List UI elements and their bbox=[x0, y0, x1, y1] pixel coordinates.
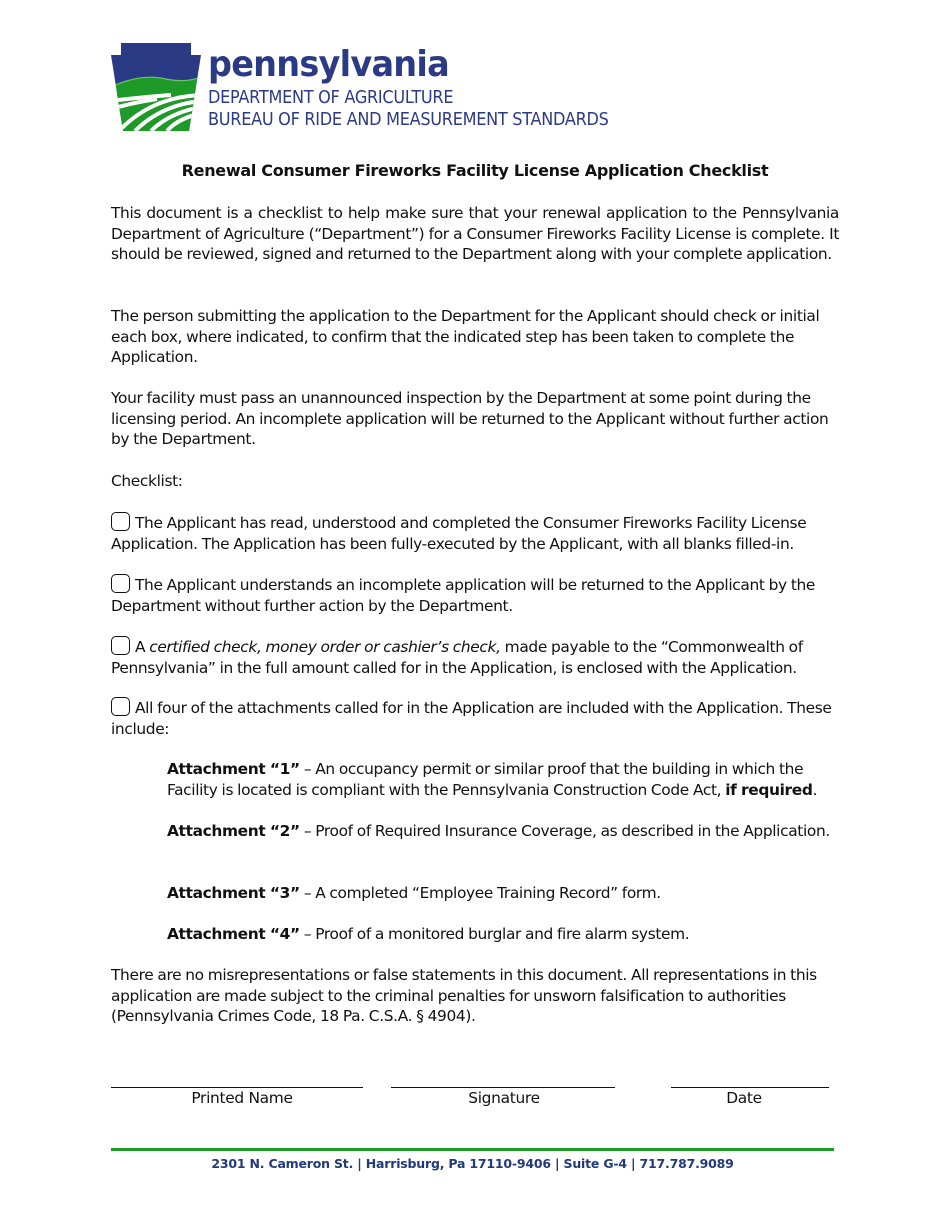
checklist-label: Checklist: bbox=[111, 472, 183, 490]
attachment-text: – Proof of Required Insurance Coverage, as described in the Application. bbox=[299, 822, 830, 840]
checklist-item-text: The Applicant understands an incomplete application will be returned to the Applicant by the Department without further action by the Department. bbox=[111, 576, 816, 615]
checkbox[interactable] bbox=[111, 636, 130, 655]
checklist-item bbox=[111, 574, 839, 616]
intro-paragraph-2: The person submitting the application to the Department for the Applicant should check or initial each box, where indicated, to confirm that the indicated step has been taken to complete the Application. bbox=[111, 307, 820, 367]
checklist-item-prefix: A bbox=[135, 638, 150, 656]
attachment-label: Attachment “2” bbox=[167, 822, 300, 840]
bureau-name: BUREAU OF RIDE AND MEASUREMENT STANDARDS bbox=[208, 110, 609, 130]
signature-label: Signature bbox=[468, 1089, 540, 1107]
checklist-item-text: made payable to the “Commonwealth of Pennsylvania” in the full amount called for in the Application, is enclosed with the Application. bbox=[111, 638, 803, 677]
date-label: Date bbox=[726, 1089, 762, 1107]
attachment-text: – Proof of a monitored burglar and fire alarm system. bbox=[299, 925, 690, 943]
attachment-label: Attachment “4” bbox=[167, 925, 300, 943]
checkbox[interactable] bbox=[111, 512, 130, 531]
footer-address: 2301 N. Cameron St. | Harrisburg, Pa 17110-9406 | Suite G-4 | 717.787.9089 bbox=[211, 1156, 734, 1171]
attachment-text: – A completed “Employee Training Record” form. bbox=[299, 884, 661, 902]
intro-paragraph-3: Your facility must pass an unannounced inspection by the Department at some point during the licensing period. An incomplete application will be returned to the Applicant without further action by the Department. bbox=[111, 389, 829, 449]
attachment-item bbox=[167, 759, 847, 800]
checklist-item bbox=[111, 636, 839, 678]
attachment-item bbox=[167, 883, 847, 904]
footer-divider bbox=[111, 1148, 834, 1151]
date-field[interactable] bbox=[671, 1087, 829, 1088]
attachment-item bbox=[167, 821, 847, 842]
intro-paragraph-1: This document is a checklist to help make sure that your renewal application to the Pennsylvania Department of Agriculture (“Department”) for a Consumer Fireworks Facility License is complete. It should be reviewed, signed and returned to the Department along with your complete application. bbox=[111, 204, 839, 264]
signature-field[interactable] bbox=[391, 1087, 615, 1088]
keystone-logo-icon bbox=[111, 43, 201, 131]
attachment-text: – An occupancy permit or similar proof that the building in which the Facility is located is compliant with the Pennsylvania Construction Code Act, bbox=[167, 760, 804, 799]
attachment-emphasis: if required bbox=[725, 780, 813, 799]
brand-text bbox=[208, 43, 643, 131]
attestation-paragraph: There are no misrepresentations or false statements in this document. All representations in this application are made subject to the criminal penalties for unsworn falsification to authorities (Pennsylvania Crimes Code, 18 Pa. C.S.A. § 4904). bbox=[111, 966, 817, 1026]
attachment-item bbox=[167, 924, 847, 945]
brand-name: pennsylvania bbox=[208, 44, 449, 85]
checkbox[interactable] bbox=[111, 574, 130, 593]
checklist-item-text: The Applicant has read, understood and completed the Consumer Fireworks Facility License Application. The Application has been fully-executed by the Applicant, with all blanks filled-in. bbox=[111, 514, 807, 553]
document-title: Renewal Consumer Fireworks Facility License Application Checklist bbox=[181, 161, 769, 180]
checklist-item bbox=[111, 512, 839, 554]
checklist-item bbox=[111, 697, 839, 739]
printed-name-label: Printed Name bbox=[191, 1089, 293, 1107]
department-name: DEPARTMENT OF AGRICULTURE bbox=[208, 88, 454, 108]
checkbox[interactable] bbox=[111, 697, 130, 716]
letterhead bbox=[111, 43, 711, 133]
attachment-end: . bbox=[812, 780, 818, 799]
attachment-label: Attachment “3” bbox=[167, 884, 300, 902]
attachment-label: Attachment “1” bbox=[167, 760, 300, 778]
payment-methods: certified check, money order or cashier’s check, bbox=[149, 638, 501, 656]
checklist-item-text: All four of the attachments called for in the Application are included with the Application. These include: bbox=[111, 699, 832, 738]
printed-name-field[interactable] bbox=[111, 1087, 363, 1088]
